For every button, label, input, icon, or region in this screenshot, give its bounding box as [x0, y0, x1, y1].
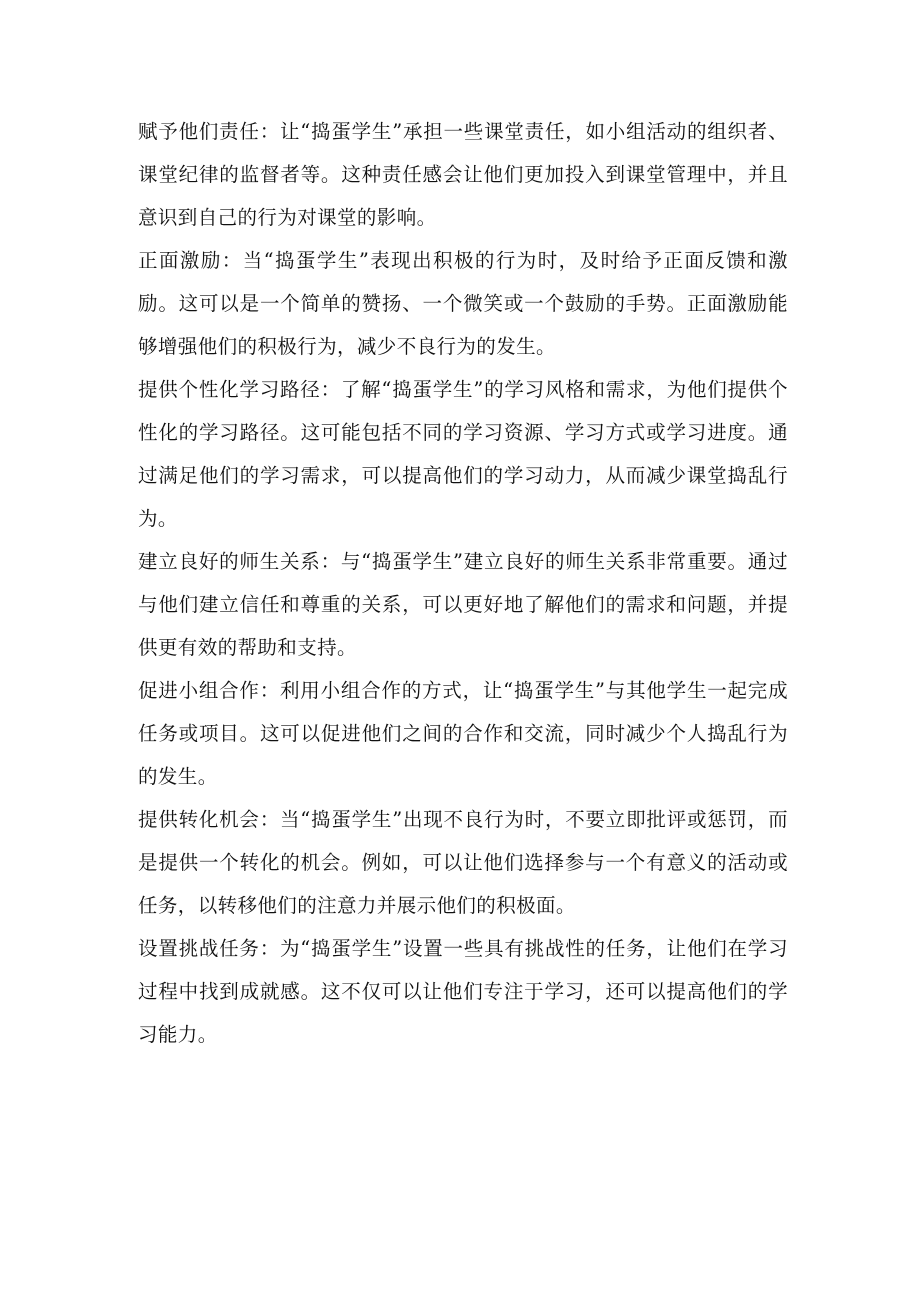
- paragraph-positive-incentive: 正面激励：当“捣蛋学生”表现出积极的行为时，及时给予正面反馈和激励。这可以是一个简单的赞扬、一个微笑或一个鼓励的手势。正面激励能够增强他们的积极行为，减少不良行为的发生。: [138, 249, 788, 358]
- paragraph-assign-responsibility: 赋予他们责任：让“捣蛋学生”承担一些课堂责任，如小组活动的组织者、课堂纪律的监督者等。这种责任感会让他们更加投入到课堂管理中，并且意识到自己的行为对课堂的影响。: [138, 120, 788, 229]
- paragraph-transformation-opportunity: 提供转化机会：当“捣蛋学生”出现不良行为时，不要立即批评或惩罚，而是提供一个转化的机会。例如，可以让他们选择参与一个有意义的活动或任务，以转移他们的注意力并展示他们的积极面。: [138, 808, 788, 917]
- paragraph-teacher-student-relationship: 建立良好的师生关系：与“捣蛋学生”建立良好的师生关系非常重要。通过与他们建立信任和尊重的关系，可以更好地了解他们的需求和问题，并提供更有效的帮助和支持。: [138, 550, 788, 659]
- paragraph-challenge-tasks: 设置挑战任务：为“捣蛋学生”设置一些具有挑战性的任务，让他们在学习过程中找到成就感。这不仅可以让他们专注于学习，还可以提高他们的学习能力。: [138, 937, 788, 1046]
- document-body: [138, 110, 788, 1056]
- paragraph-personalized-learning: 提供个性化学习路径：了解“捣蛋学生”的学习风格和需求，为他们提供个性化的学习路径。这可能包括不同的学习资源、学习方式或学习进度。通过满足他们的学习需求，可以提高他们的学习动力，从而减少课堂捣乱行为。: [138, 378, 788, 530]
- paragraph-group-cooperation: 促进小组合作：利用小组合作的方式，让“捣蛋学生”与其他学生一起完成任务或项目。这可以促进他们之间的合作和交流，同时减少个人捣乱行为的发生。: [138, 679, 788, 788]
